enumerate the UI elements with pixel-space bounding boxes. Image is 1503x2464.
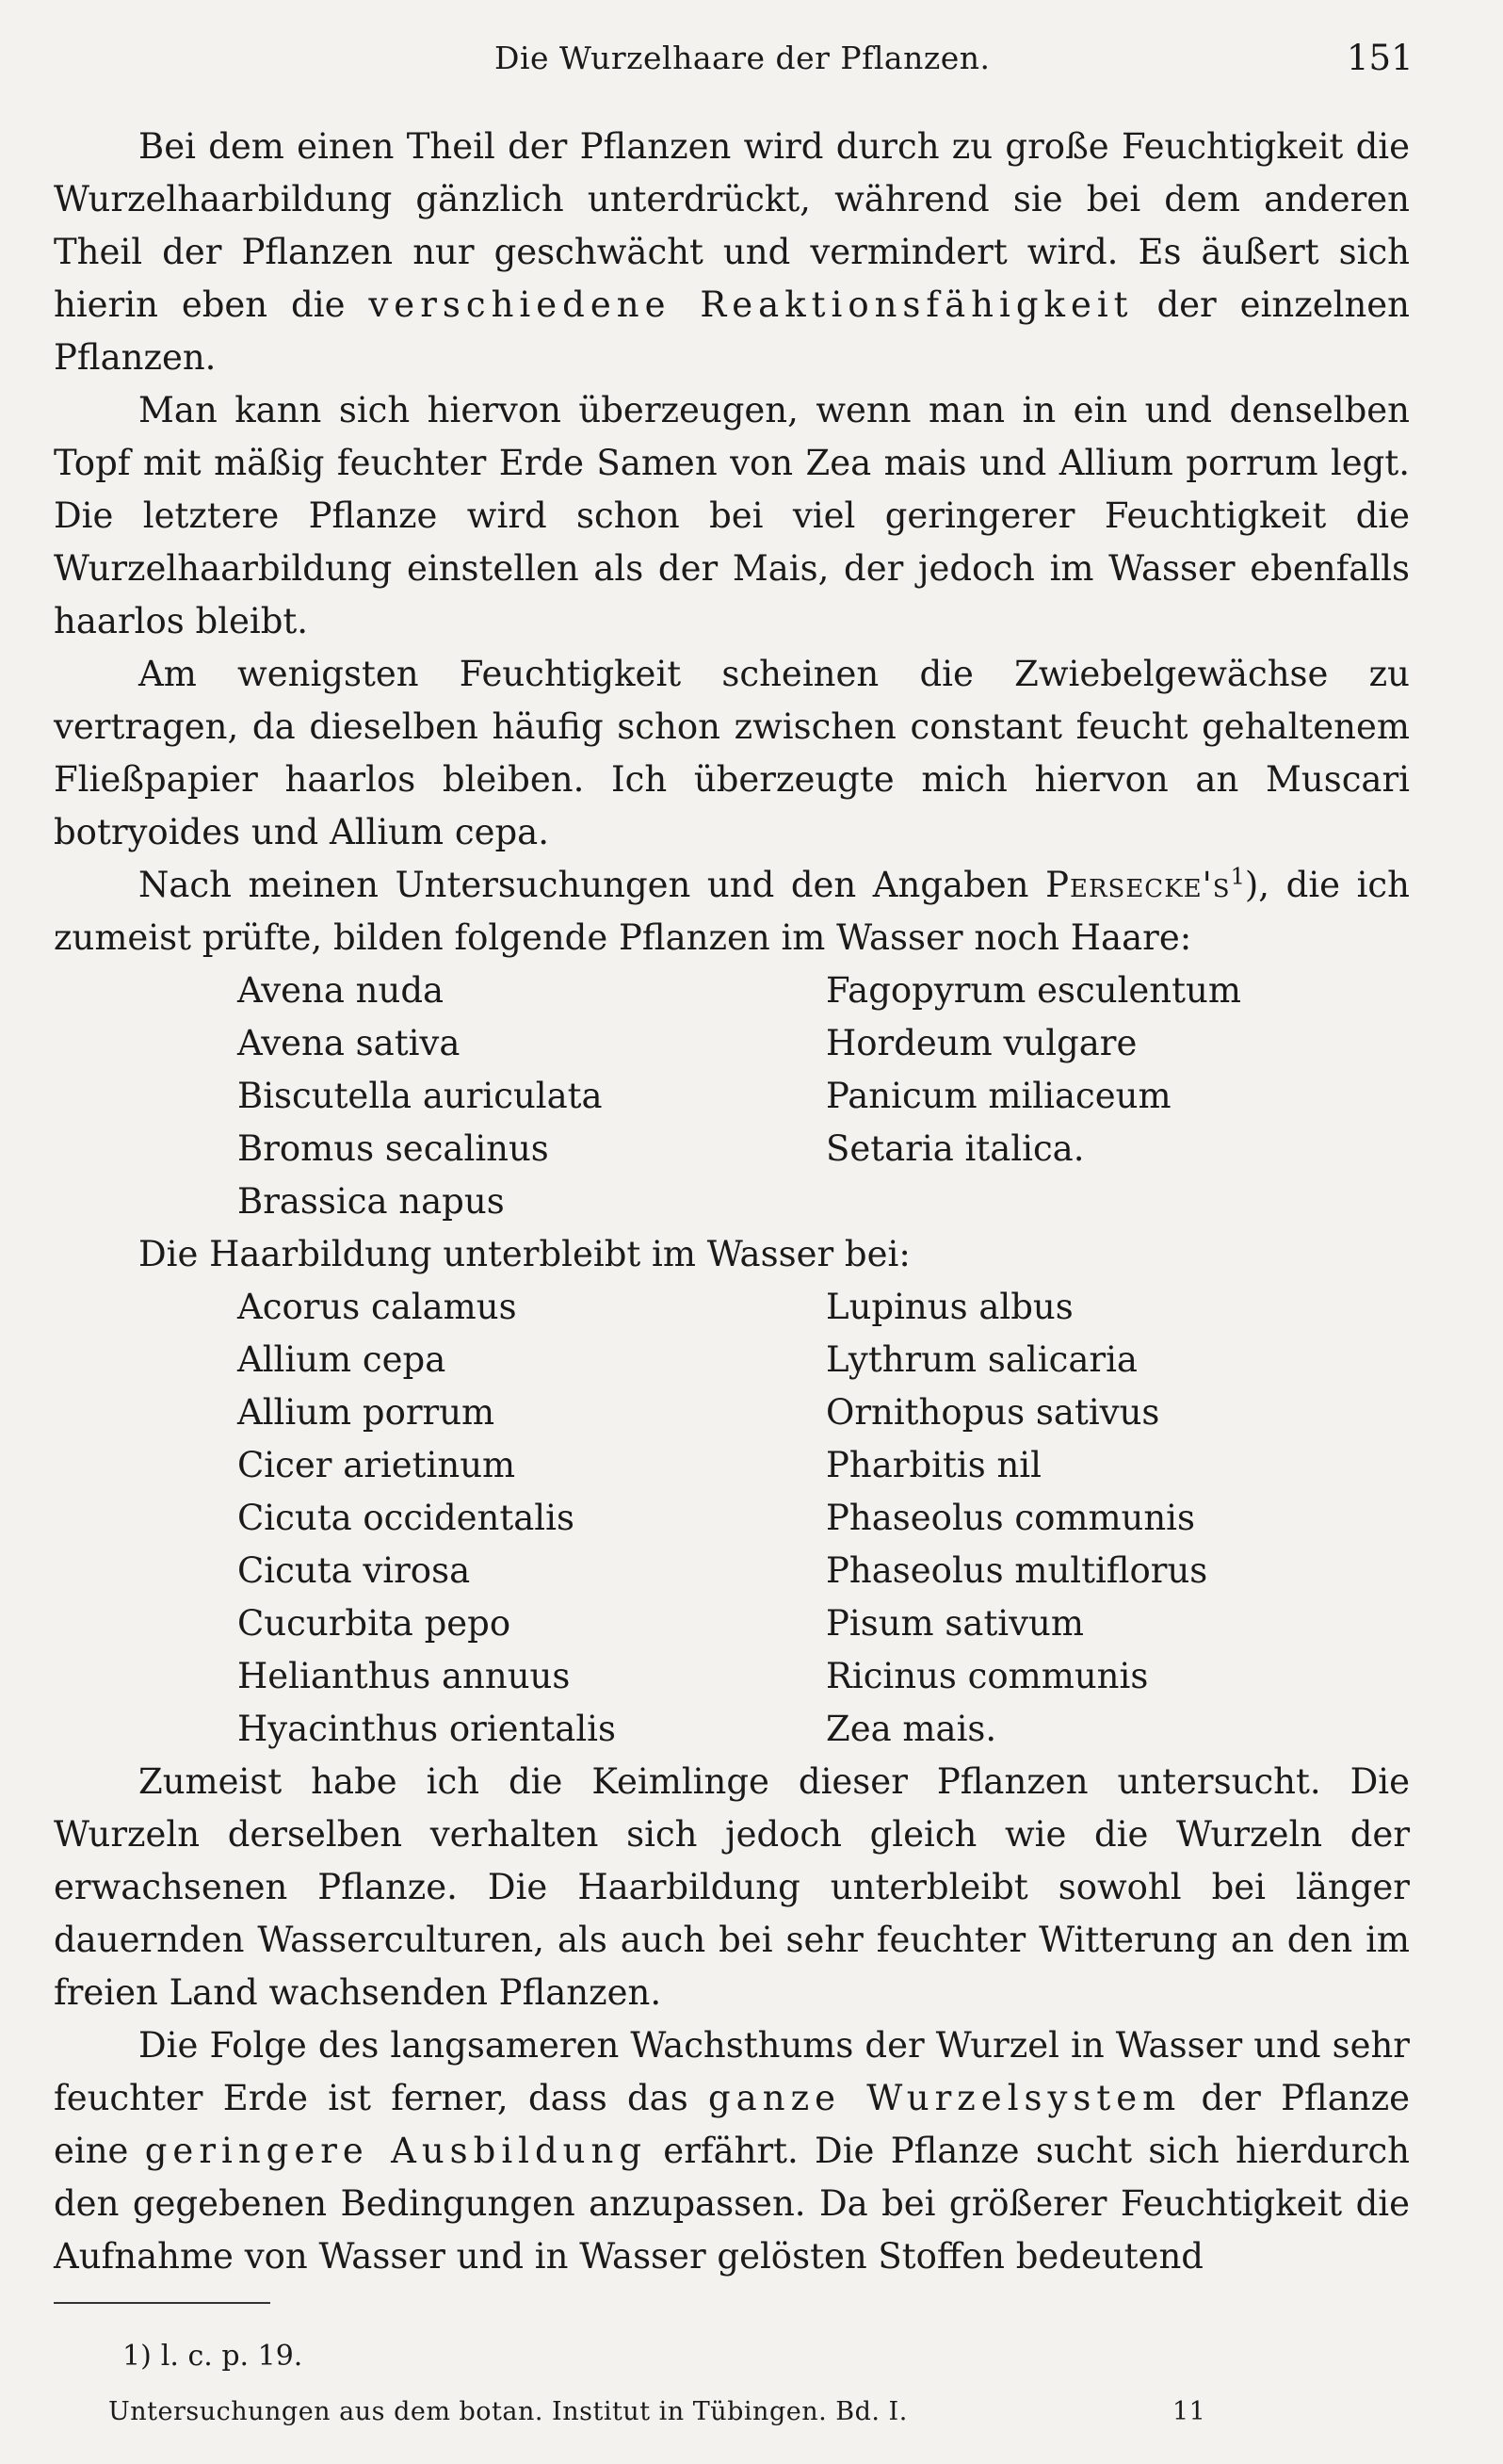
- list-item: Allium porrum: [237, 1392, 495, 1433]
- running-head: [0, 40, 1503, 87]
- list-item: Cicuta occidentalis: [237, 1498, 574, 1538]
- footnote-text: l. c. p. 19.: [160, 2340, 303, 2373]
- list-item: Fagopyrum esculentum: [826, 970, 1241, 1011]
- footnote: [122, 2340, 302, 2373]
- emphasis-spaced: ganze Wurzelsystem: [708, 2078, 1182, 2118]
- list-item: Cicuta virosa: [237, 1550, 471, 1591]
- paragraph: Man kann sich hiervon überzeugen, wenn man in ein und denselben Topf mit mäßig feuchter Erde Samen von Zea mais und Allium porrum legt. Die letztere Pflanze wird schon bei viel geringerer Feuchtigkeit die Wurzelhaarbildung einstellen als der Mais, der jedoch im Wasser ebenfalls haarlos bleibt.: [54, 390, 1410, 641]
- list-item: Zea mais.: [826, 1709, 997, 1749]
- plant-list-without-hairs: [54, 1281, 1410, 1756]
- page-number: 151: [1347, 38, 1414, 78]
- list-item: [826, 1175, 1391, 1228]
- list-item: Cucurbita pepo: [237, 1603, 511, 1644]
- author-name: Persecke's: [1045, 865, 1231, 905]
- list-item: Helianthus annuus: [237, 1656, 571, 1696]
- list-item: Acorus calamus: [237, 1287, 517, 1327]
- footnote-mark: 1): [122, 2340, 152, 2373]
- list-item: Hordeum vulgare: [826, 1023, 1138, 1063]
- paragraph: Nach meinen Untersuchungen und den Angaben $Persecke's^1$), die ich zumeist prüfte, bilden folgende Pflanzen im Wasser noch Haare:: [54, 863, 1410, 958]
- list-item: Setaria italica.: [826, 1128, 1085, 1169]
- paragraph: Zumeist habe ich die Keimlinge dieser Pflanzen untersucht. Die Wurzeln derselben verhalten sich jedoch gleich wie die Wurzeln der erwachsenen Pflanze. Die Haarbildung unterbleibt sowohl bei länger dauernden Wasserculturen, als auch bei sehr feuchter Witterung an den im freien Land wachsenden Pflanzen.: [54, 1761, 1410, 2013]
- list-item: Phaseolus communis: [826, 1498, 1196, 1538]
- list-item: Bromus secalinus: [237, 1128, 549, 1169]
- list-item: Hyacinthus orientalis: [237, 1709, 616, 1749]
- list-item: Lythrum salicaria: [826, 1339, 1138, 1380]
- list-item: Cicer arietinum: [237, 1445, 516, 1485]
- list-item: Avena nuda: [237, 970, 444, 1011]
- list-item: Ricinus communis: [826, 1656, 1149, 1696]
- list-item: Avena sativa: [237, 1023, 461, 1063]
- list-item: Pisum sativum: [826, 1603, 1084, 1644]
- list-item: Pharbitis nil: [826, 1445, 1042, 1485]
- footnote-reference: 1: [1230, 863, 1245, 890]
- signature-mark: 11: [1172, 2397, 1206, 2426]
- list-item: Brassica napus: [237, 1181, 505, 1222]
- body-text: [54, 121, 1410, 2283]
- emphasis-spaced: geringere Ausbildung: [144, 2131, 648, 2171]
- list-item: Panicum miliaceum: [826, 1076, 1172, 1116]
- list-item: Ornithopus sativus: [826, 1392, 1160, 1433]
- list-item: Phaseolus multiflorus: [826, 1550, 1208, 1591]
- list-item: Allium cepa: [237, 1339, 446, 1380]
- page-footer: [108, 2397, 1408, 2426]
- footnote-rule: [54, 2302, 270, 2304]
- emphasis-spaced: verschiedene Reaktionsfähigkeit: [368, 284, 1134, 325]
- paragraph: Bei dem einen Theil der Pflanzen wird durch zu große Feuchtigkeit die Wurzelhaarbildung gänzlich unterdrückt, während sie bei dem anderen Theil der Pflanzen nur geschwächt und vermindert wird. Es äußert sich hierin eben die verschiedene Reaktionsfähigkeit der einzelnen Pflanzen.: [54, 126, 1410, 378]
- paragraph: Am wenigsten Feuchtigkeit scheinen die Zwiebelgewächse zu vertragen, da dieselben häufig schon zwischen constant feucht gehaltenem Fließpapier haarlos bleiben. Ich überzeugte mich hiervon an Muscari botryoides und Allium cepa.: [54, 654, 1410, 852]
- paragraph: Die Folge des langsameren Wachsthums der Wurzel in Wasser und sehr feuchter Erde ist ferner, dass das ganze Wurzelsystem der Pflanze eine geringere Ausbildung erfährt. Die Pflanze sucht sich hierdurch den gegebenen Bedingungen anzupassen. Da bei größerer Feuchtigkeit die Aufnahme von Wasser und in Wasser gelösten Stoffen bedeutend: [54, 2025, 1410, 2277]
- list-item: Lupinus albus: [826, 1287, 1074, 1327]
- list-item: Biscutella auriculata: [237, 1076, 603, 1116]
- series-title: Untersuchungen aus dem botan. Institut in Tübingen. Bd. I.: [108, 2397, 908, 2426]
- plant-list-with-hairs: [54, 965, 1410, 1228]
- paragraph: Die Haarbildung unterbleibt im Wasser bei:: [138, 1234, 911, 1274]
- running-head-title: Die Wurzelhaare der Pflanzen.: [494, 40, 991, 76]
